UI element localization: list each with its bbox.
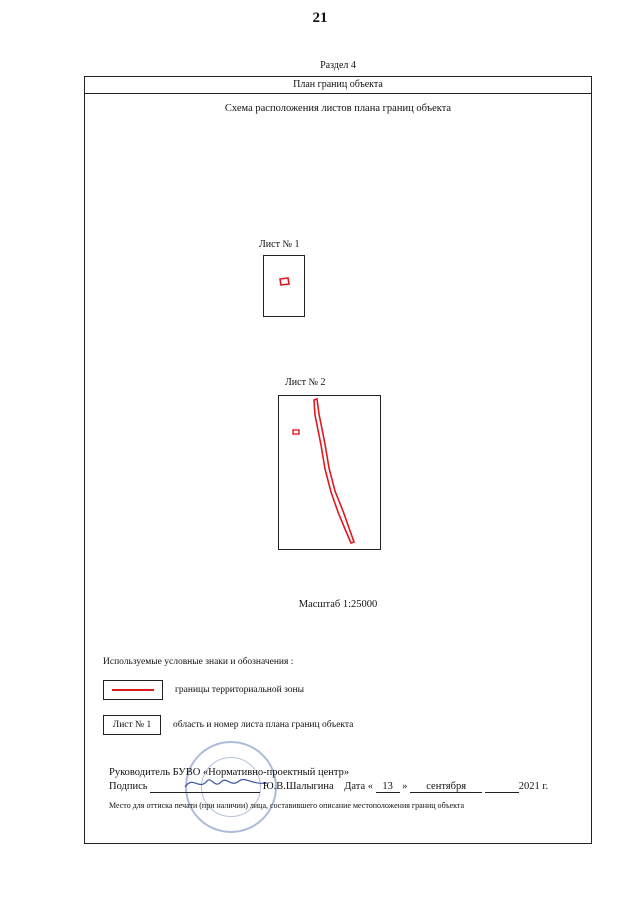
sheet-1-box bbox=[263, 255, 305, 317]
legend-sheet-text: область и номер листа плана границ объекта bbox=[173, 720, 354, 730]
signer-name: Ю.В.Шалыгина bbox=[262, 781, 334, 792]
page-number: 21 bbox=[312, 10, 328, 26]
date-month: сентября bbox=[410, 781, 482, 793]
zone-boundary bbox=[280, 278, 289, 285]
legend-boundary-symbol bbox=[103, 680, 163, 700]
date-day-close: » bbox=[402, 781, 408, 792]
date-label: Дата « bbox=[344, 781, 374, 792]
scale-label: Масштаб 1:25000 bbox=[298, 599, 378, 610]
legend-boundary-text: границы территориальной зоны bbox=[175, 685, 305, 695]
date-year-blank bbox=[485, 781, 519, 793]
sign-date-line bbox=[109, 781, 548, 793]
signature-underline bbox=[150, 781, 260, 793]
seal-note: Место для оттиска печати (при наличии) лица, составившего описание местоположения границ объекта bbox=[109, 801, 465, 810]
plan-frame bbox=[84, 76, 592, 844]
zone-boundary-strip bbox=[314, 399, 354, 543]
scheme-title: Схема расположения листов плана границ объекта bbox=[224, 103, 452, 114]
frame-title: План границ объекта bbox=[85, 77, 591, 94]
sign-label: Подпись bbox=[109, 781, 148, 792]
date-day: 13 bbox=[376, 781, 400, 793]
date-year: 2021 г. bbox=[518, 781, 549, 792]
sheet-2-map bbox=[279, 396, 380, 549]
section-label: Раздел 4 bbox=[320, 60, 356, 71]
sheet-1-label: Лист № 1 bbox=[259, 239, 300, 250]
zone-boundary-small bbox=[293, 430, 299, 434]
sheet-2-box bbox=[278, 395, 381, 550]
sheet-2-label: Лист № 2 bbox=[285, 377, 326, 388]
legend-title: Используемые условные знаки и обозначения : bbox=[103, 657, 294, 667]
red-line-icon bbox=[112, 689, 154, 691]
sheet-1-map bbox=[264, 256, 304, 316]
legend-sheet-symbol: Лист № 1 bbox=[103, 715, 161, 735]
head-signature-line: Руководитель БУВО «Нормативно-проектный центр» bbox=[109, 767, 350, 778]
